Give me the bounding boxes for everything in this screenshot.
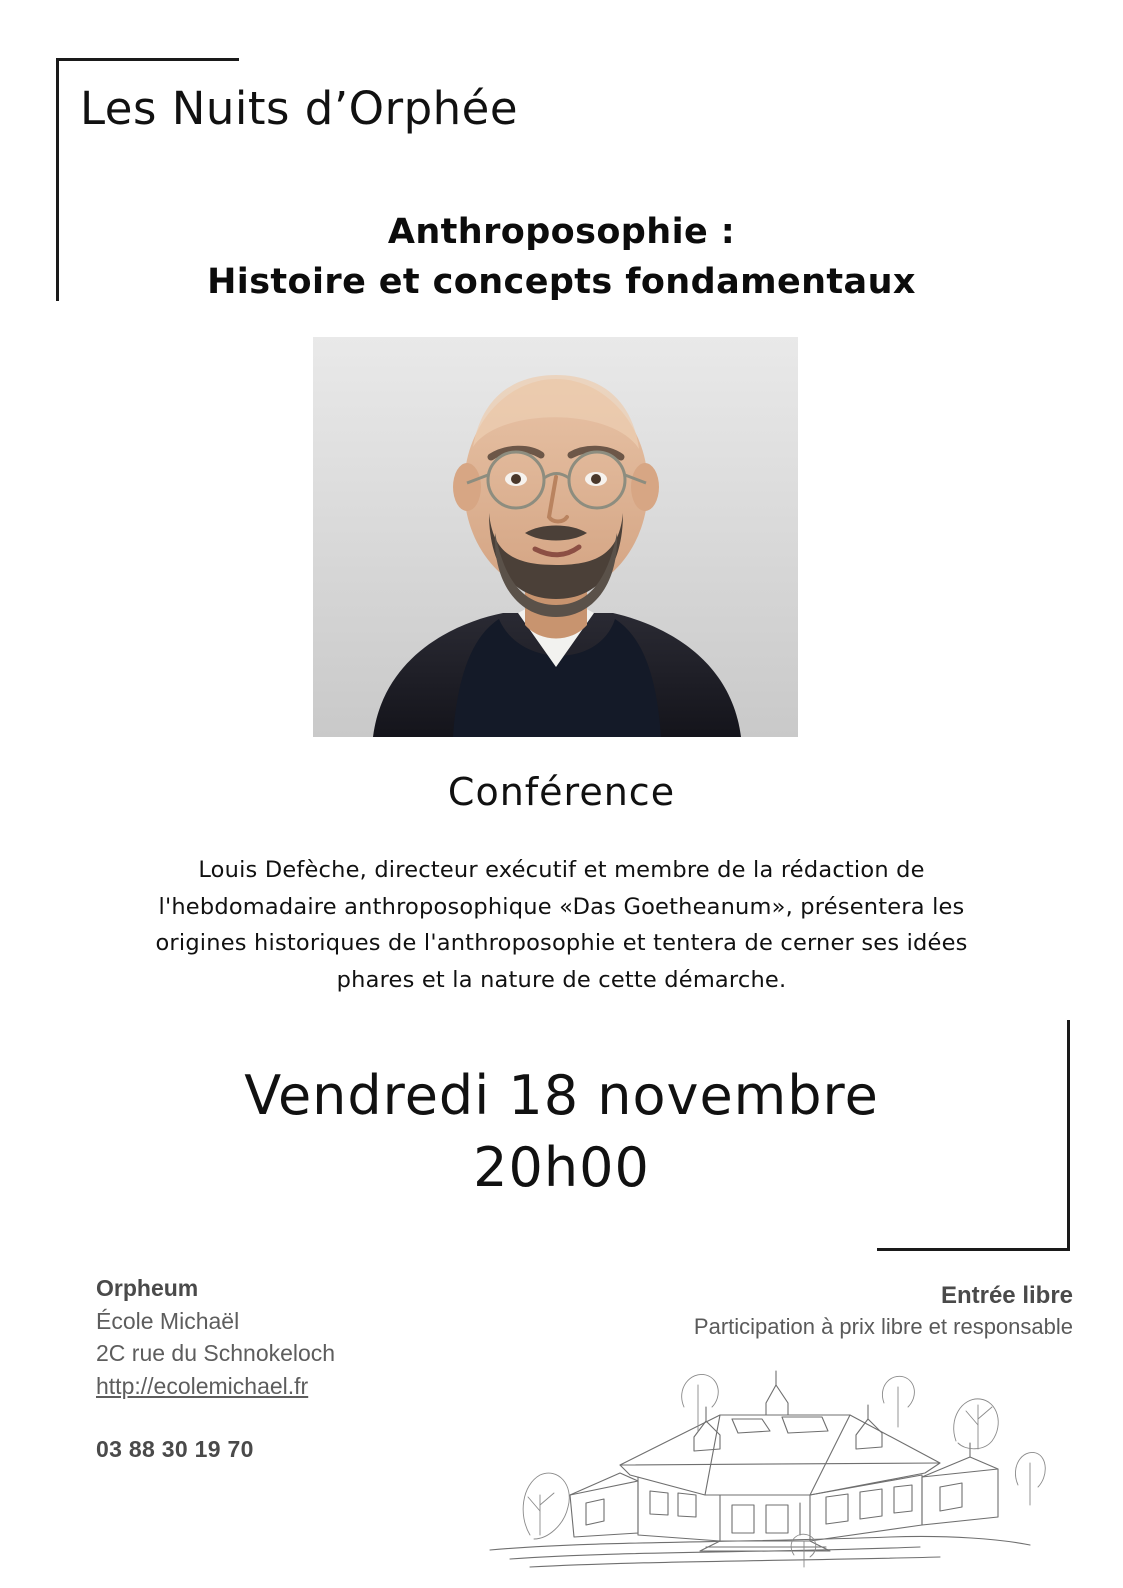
building-sketch-illustration <box>470 1345 1050 1580</box>
venue-name: Orpheum <box>96 1275 199 1301</box>
lecture-title-line-2: Histoire et concepts fondamentaux <box>207 261 916 302</box>
description-line-4: phares et la nature de cette démarche. <box>336 967 787 994</box>
venue-website-link[interactable]: http://ecolemichael.fr <box>96 1372 309 1399</box>
event-time: 20h00 <box>473 1136 650 1199</box>
venue-address: 2C rue du Schnokeloch <box>96 1340 336 1367</box>
admission-info <box>694 1280 1073 1343</box>
admission-subtitle: Participation à prix libre et responsable <box>693 1314 1073 1340</box>
admission-title: Entrée libre <box>940 1282 1073 1309</box>
description-line-3: origines historiques de l'anthroposophie et tentera de cerner ses idées <box>155 930 968 957</box>
event-type-label: Conférence <box>447 770 676 814</box>
description-line-2: l'hebdomadaire anthroposophique «Das Goetheanum», présentera les <box>158 893 965 920</box>
event-description <box>70 852 1053 999</box>
venue-info <box>96 1272 335 1465</box>
speaker-portrait <box>313 337 798 737</box>
series-title: Les Nuits d’Orphée <box>80 82 519 135</box>
venue-institution: École Michaël <box>96 1307 240 1334</box>
lecture-title-line-1: Anthroposophie : <box>387 212 736 252</box>
venue-phone: 03 88 30 19 70 <box>96 1435 254 1462</box>
description-line-1: Louis Defèche, directeur exécutif et membre de la rédaction de <box>198 857 925 883</box>
event-date: Vendredi 18 novembre <box>244 1064 879 1127</box>
page-title <box>0 208 1123 307</box>
